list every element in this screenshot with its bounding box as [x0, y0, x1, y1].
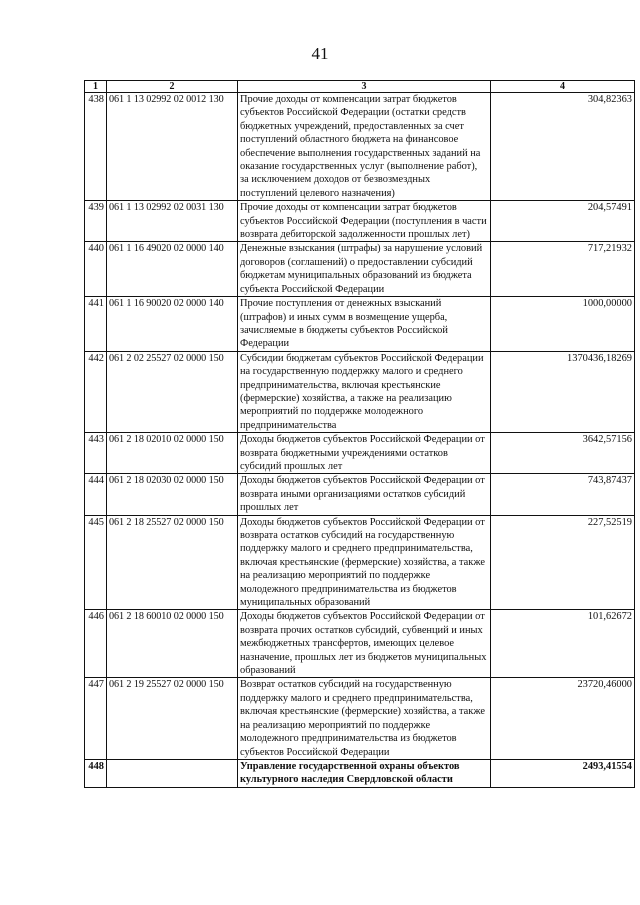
table-header-row — [85, 81, 635, 93]
row-amount: 743,87437 — [491, 474, 635, 515]
row-number: 445 — [85, 515, 107, 610]
budget-code — [107, 759, 238, 787]
row-number: 446 — [85, 610, 107, 678]
row-amount: 227,52519 — [491, 515, 635, 610]
budget-code: 061 2 02 25527 02 0000 150 — [107, 351, 238, 432]
row-description: Денежные взыскания (штрафы) за нарушение условий договоров (соглашений) о предоставлении субсидий бюджетам муниципальных образований из бюджета субъекта Российской Федерации — [238, 242, 491, 297]
column-header: 3 — [238, 81, 491, 93]
table-row — [85, 297, 635, 352]
row-number: 444 — [85, 474, 107, 515]
row-number: 443 — [85, 433, 107, 474]
budget-code: 061 1 13 02992 02 0031 130 — [107, 201, 238, 242]
budget-code: 061 1 16 49020 02 0000 140 — [107, 242, 238, 297]
table-row — [85, 242, 635, 297]
row-description: Прочие доходы от компенсации затрат бюджетов субъектов Российской Федерации (поступления в части возврата дебиторской задолженности прошлых лет) — [238, 201, 491, 242]
budget-code: 061 1 16 90020 02 0000 140 — [107, 297, 238, 352]
row-description: Прочие доходы от компенсации затрат бюджетов субъектов Российской Федерации (остатки средств бюджетных учреждений, предоставленных за счет поступлений областного бюджета на финансовое обеспечение выполнения государственных заданий на оказание государственных услуг (выполнение работ), за исключением доходов от безвозмездных поступлений целевого назначения) — [238, 93, 491, 201]
row-number: 447 — [85, 678, 107, 759]
row-amount: 23720,46000 — [491, 678, 635, 759]
row-description: Управление государственной охраны объектов культурного наследия Свердловской области — [238, 759, 491, 787]
page-number: 41 — [311, 44, 329, 63]
revenue-table — [84, 80, 635, 788]
column-header: 1 — [85, 81, 107, 93]
row-amount: 1370436,18269 — [491, 351, 635, 432]
row-description: Прочие поступления от денежных взысканий (штрафов) и иных сумм в возмещение ущерба, зачисляемые в бюджеты субъектов Российской Федерации — [238, 297, 491, 352]
row-description: Субсидии бюджетам субъектов Российской Федерации на государственную поддержку малого и среднего предпринимательства, включая крестьянские (фермерские) хозяйства, а также на реализацию мероприятий по поддержке молодежного предпринимательства — [238, 351, 491, 432]
budget-code: 061 1 13 02992 02 0012 130 — [107, 93, 238, 201]
row-amount: 304,82363 — [491, 93, 635, 201]
row-number: 439 — [85, 201, 107, 242]
table-row — [85, 351, 635, 432]
budget-code: 061 2 18 60010 02 0000 150 — [107, 610, 238, 678]
budget-code: 061 2 18 25527 02 0000 150 — [107, 515, 238, 610]
row-amount: 1000,00000 — [491, 297, 635, 352]
column-header: 4 — [491, 81, 635, 93]
row-description: Возврат остатков субсидий на государственную поддержку малого и среднего предпринимательства, включая крестьянские (фермерские) хозяйства, а также на реализацию мероприятий по поддержке молодежного предпринимательства из бюджетов субъектов Российской Федерации — [238, 678, 491, 759]
row-amount: 2493,41554 — [491, 759, 635, 787]
row-amount: 204,57491 — [491, 201, 635, 242]
budget-code: 061 2 19 25527 02 0000 150 — [107, 678, 238, 759]
row-number: 440 — [85, 242, 107, 297]
table-row — [85, 93, 635, 201]
table-row — [85, 678, 635, 759]
row-number: 441 — [85, 297, 107, 352]
column-header: 2 — [107, 81, 238, 93]
row-amount: 717,21932 — [491, 242, 635, 297]
row-number: 448 — [85, 759, 107, 787]
budget-code: 061 2 18 02030 02 0000 150 — [107, 474, 238, 515]
table-row — [85, 201, 635, 242]
row-amount: 3642,57156 — [491, 433, 635, 474]
table-row — [85, 515, 635, 610]
table-row-section-total — [85, 759, 635, 787]
row-number: 442 — [85, 351, 107, 432]
table-row — [85, 610, 635, 678]
budget-code: 061 2 18 02010 02 0000 150 — [107, 433, 238, 474]
row-description: Доходы бюджетов субъектов Российской Федерации от возврата остатков субсидий на государственную поддержку малого и среднего предпринимательства, включая крестьянские (фермерские) хозяйства, а также на реализацию мероприятий по поддержке молодежного предпринимательства из бюджетов муниципальных образований — [238, 515, 491, 610]
row-description: Доходы бюджетов субъектов Российской Федерации от возврата бюджетными учреждениями остатков субсидий прошлых лет — [238, 433, 491, 474]
table-row — [85, 433, 635, 474]
row-description: Доходы бюджетов субъектов Российской Федерации от возврата иными организациями остатков субсидий прошлых лет — [238, 474, 491, 515]
row-number: 438 — [85, 93, 107, 201]
row-description: Доходы бюджетов субъектов Российской Федерации от возврата прочих остатков субсидий, субвенций и иных межбюджетных трансфертов, имеющих целевое назначение, прошлых лет из бюджетов муниципальных образований — [238, 610, 491, 678]
row-amount: 101,62672 — [491, 610, 635, 678]
table-row — [85, 474, 635, 515]
